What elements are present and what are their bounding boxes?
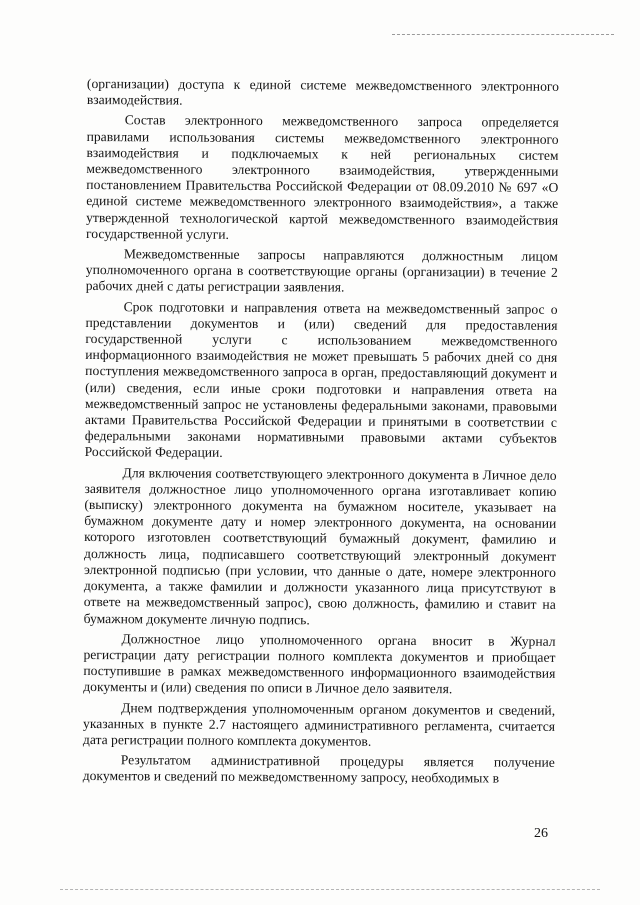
paragraph: Срок подготовки и направления ответа на межведомственный запрос о представлении документов и (или) сведений для предоставления государственной услуги с использованием межведомственного информационного взаимодействия не может превышать 5 рабочих дней со дня поступления межведомственного запроса в орган, предоставляющий документ и (или) сведения, если иные сроки подготовки и направления ответа на межведомственный запрос не установлены федеральными законами, правовыми актами Правительства Российской Федерации и принятыми в соответствии с федеральными законами нормативными правовыми актами субъектов Российской Федерации.: [84, 298, 558, 461]
paragraph: Результатом административной процедуры является получение документов и сведений по межведомственному запросу, необходимых в: [82, 752, 555, 786]
page-number: 26: [534, 826, 548, 841]
paragraph: Днем подтверждения уполномоченным органом документов и сведений, указанных в пункте 2.7 настоящего административного регламента, считается дата регистрации полного комплекта документов.: [82, 699, 556, 749]
paragraph: Состав электронного межведомственного запроса определяется правилами использования системы межведомственного электронного взаимодействия и подключаемых к ней региональных систем межведомственного электронного взаимодействия, утвержденными постановлением Правительства Российской Федерации от 08.09.2010 № 697 «О единой системе межведомственного электронного взаимодействия», а также утвержденной технологической картой межведомственного взаимодействия государственной услуги.: [85, 112, 559, 242]
paragraph: Межведомственные запросы направляются должностным лицом уполномоченного органа в соответствующие органы (организации) в течение 2 рабочих дней с даты регистрации заявления.: [85, 246, 558, 296]
paragraph: Должностное лицо уполномоченного органа вносит в Журнал регистрации дату регистрации полного комплекта документов и приобщает поступившие в рамках межведомственного информационного взаимодействия документы и (или) сведения по описи в Личное дело заявителя.: [83, 630, 556, 697]
paragraph: Для включения соответствующего электронного документа в Личное дело заявителя должностное лицо уполномоченного органа изготавливает копию (выписку) электронного документа на бумажном носителе, указывает на бумажном документе дату и номер электронного документа, на основании которого изготовлен соответствующий бумажный документ, фамилию и должность лица, подписавшего соответствующий электронный документ электронной подписью (при условии, что данные о дате, номере электронного документа, а также фамилии и должности указанного лица присутствуют в ответе на межведомственный запрос), свою должность, фамилию и ставит на бумажном документе личную подпись.: [83, 464, 557, 627]
scan-artifact-line: [392, 34, 614, 35]
paragraph: (организации) доступа к единой системе межведомственного электронного взаимодействия.: [86, 76, 559, 108]
scan-artifact-line: [60, 889, 600, 890]
document-body: [83, 76, 559, 791]
